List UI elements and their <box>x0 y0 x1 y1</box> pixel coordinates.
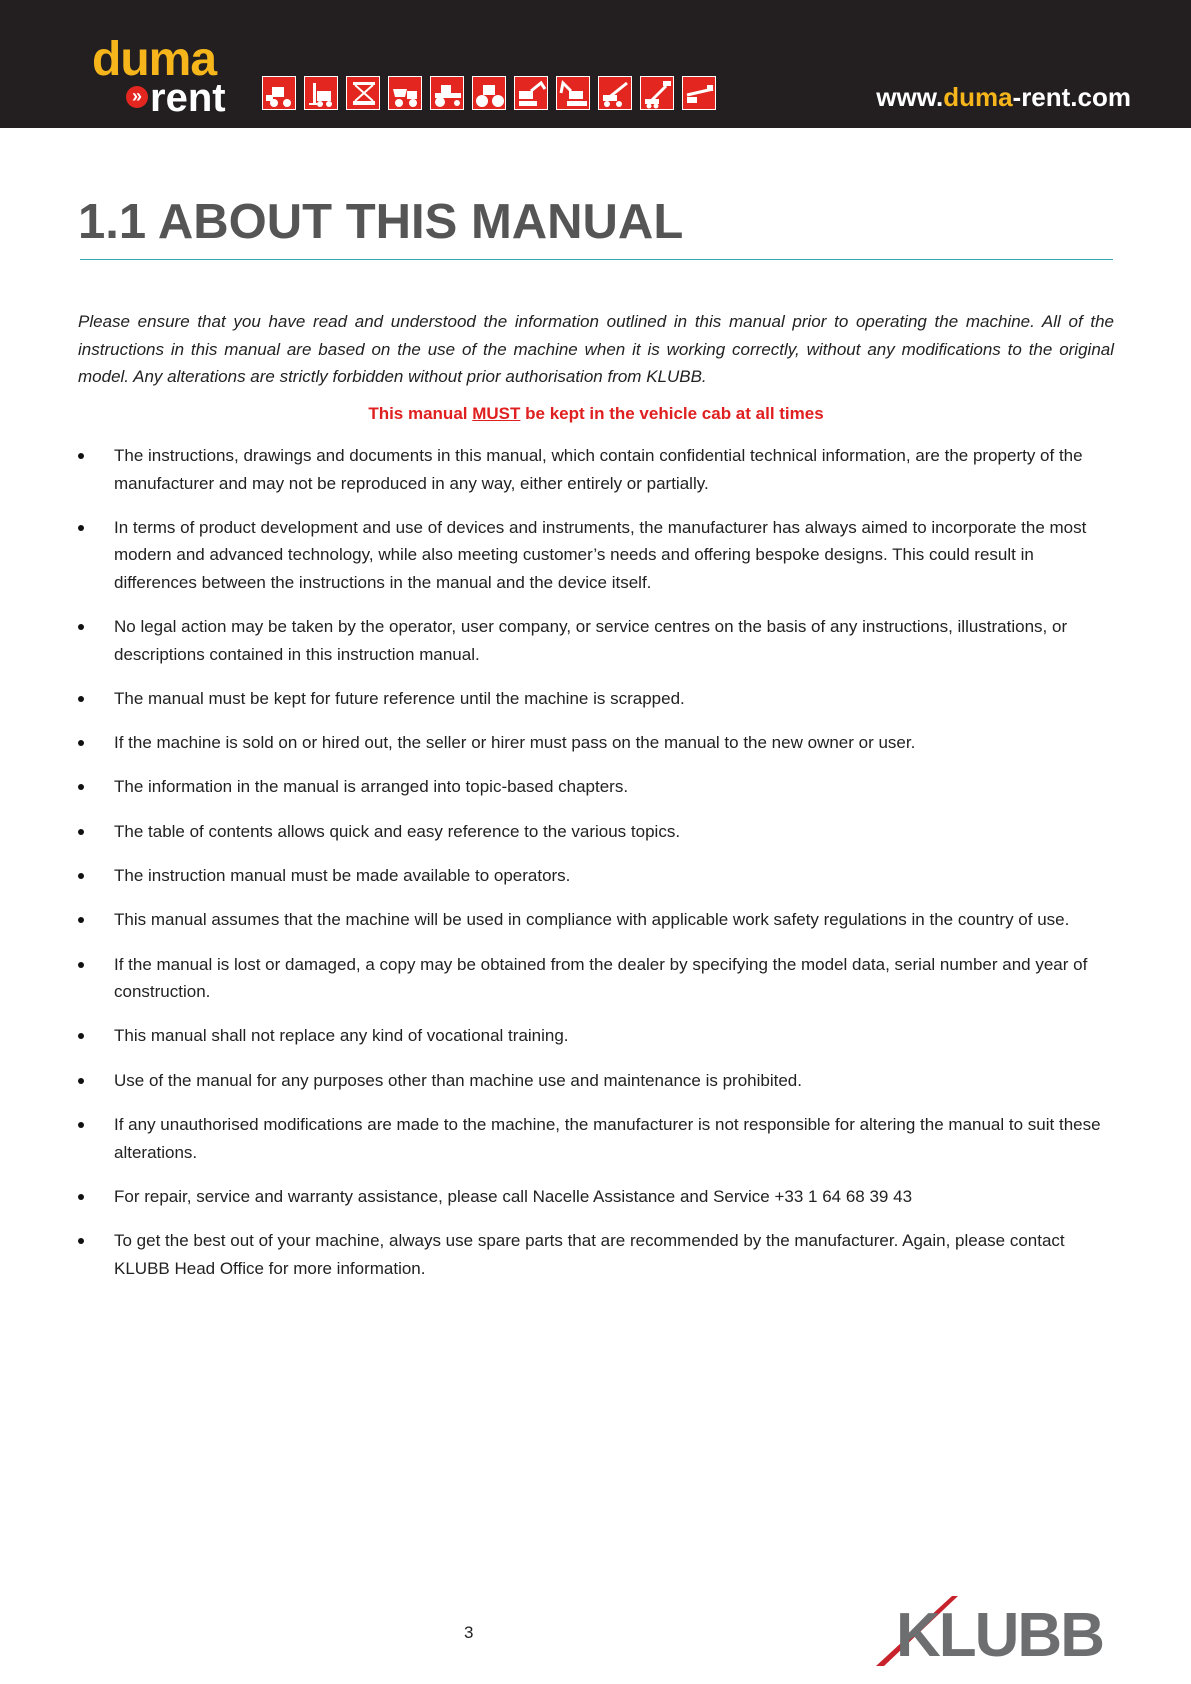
bullet-text: Use of the manual for any purposes other than machine use and maintenance is prohibited. <box>114 1070 802 1090</box>
bullet-text: To get the best out of your machine, always use spare parts that are recommended by the manufacturer. Again, please contact KLUBB Head Office for more information. <box>114 1231 1065 1278</box>
url-accent: duma <box>943 82 1013 112</box>
intro-paragraph: Please ensure that you have read and understood the information outlined in this manual prior to operating the machine. All of the instructions in this manual are based on the use of the machine when it is working correctly, without any modifications to the original model. Any alterations are strictly forbidden without prior authorisation from KLUBB. <box>78 312 1114 386</box>
list-item <box>78 862 1118 890</box>
bullet-icon <box>78 525 84 531</box>
bullet-icon <box>78 1238 84 1244</box>
boom-lift-icon <box>640 76 674 110</box>
list-item <box>78 773 1118 801</box>
wheel-loader-icon <box>262 76 296 110</box>
url-suffix: -rent.com <box>1012 82 1131 112</box>
excavator-icon <box>514 76 548 110</box>
klubb-logo <box>872 1594 1122 1670</box>
list-item <box>78 1183 1118 1211</box>
bullet-icon <box>78 453 84 459</box>
notice-emphasis: MUST <box>472 404 521 423</box>
tractor-icon <box>430 76 464 110</box>
list-item <box>78 613 1118 668</box>
forklift-icon <box>304 76 338 110</box>
bullet-icon <box>78 740 84 746</box>
bullet-icon <box>78 696 84 702</box>
bullet-text: The instructions, drawings and documents in this manual, which contain confidential technical information, are the property of the manufacturer and may not be reproduced in any way, either entirely or partially. <box>114 446 1083 493</box>
list-item <box>78 951 1118 1006</box>
bullet-icon <box>78 1033 84 1039</box>
list-item <box>78 1022 1118 1050</box>
bullet-icon <box>78 962 84 968</box>
chevron-right-icon: » <box>126 86 148 108</box>
bullet-icon <box>78 1078 84 1084</box>
list-item <box>78 1067 1118 1095</box>
bullet-text: This manual assumes that the machine will be used in compliance with applicable work safety regulations in the country of use. <box>114 910 1070 930</box>
list-item <box>78 685 1118 713</box>
bullet-icon <box>78 1194 84 1200</box>
title-divider <box>80 259 1113 260</box>
page-title: 1.1 ABOUT THIS MANUAL <box>78 195 684 249</box>
list-item <box>78 514 1118 597</box>
logo-rent-text: rent <box>150 76 226 120</box>
bullet-list <box>78 442 1118 1299</box>
url-prefix: www. <box>876 82 944 112</box>
notice-text-after: be kept in the vehicle cab at all times <box>520 404 824 423</box>
page-number: 3 <box>464 1623 474 1642</box>
list-item <box>78 729 1118 757</box>
klubb-logo-text: KLUBB <box>896 1601 1103 1670</box>
list-item <box>78 442 1118 497</box>
list-item <box>78 906 1118 934</box>
bullet-text: In terms of product development and use of devices and instruments, the manufacturer has always aimed to incorporate the most modern and advanced technology, while also meeting customer’s needs and offering bespoke designs. This could result in differences between the instructions in the manual and the device itself. <box>114 517 1087 592</box>
telehandler-icon <box>598 76 632 110</box>
website-url[interactable] <box>876 82 1131 113</box>
bullet-text: This manual shall not replace any kind of vocational training. <box>114 1026 569 1046</box>
roller-icon <box>472 76 506 110</box>
crane-excavator-icon <box>556 76 590 110</box>
bullet-text: If any unauthorised modifications are made to the machine, the manufacturer is not responsible for altering the manual to suit these alterations. <box>114 1115 1101 1162</box>
bullet-icon <box>78 784 84 790</box>
bullet-text: No legal action may be taken by the operator, user company, or service centres on the basis of any instructions, illustrations, or descriptions contained in this instruction manual. <box>114 617 1068 664</box>
list-item <box>78 818 1118 846</box>
scissor-lift-icon <box>346 76 380 110</box>
dumper-icon <box>388 76 422 110</box>
bullet-text: The manual must be kept for future reference until the machine is scrapped. <box>114 688 685 708</box>
bullet-text: If the machine is sold on or hired out, the seller or hirer must pass on the manual to the new owner or user. <box>114 733 916 753</box>
list-item <box>78 1111 1118 1166</box>
logo-duma-text: duma <box>92 33 217 86</box>
duma-rent-logo <box>92 33 242 120</box>
bullet-icon <box>78 624 84 630</box>
bullet-text: The instruction manual must be made available to operators. <box>114 866 571 886</box>
notice-text-before: This manual <box>368 404 473 423</box>
aerial-platform-icon <box>682 76 716 110</box>
bullet-text: The information in the manual is arranged into topic-based chapters. <box>114 777 629 797</box>
bullet-icon <box>78 873 84 879</box>
page-header <box>0 0 1191 128</box>
bullet-text: If the manual is lost or damaged, a copy may be obtained from the dealer by specifying the model data, serial number and year of construction. <box>114 954 1088 1002</box>
list-item <box>78 1227 1118 1282</box>
must-notice <box>78 404 1114 424</box>
bullet-icon <box>78 829 84 835</box>
bullet-text: The table of contents allows quick and easy reference to the various topics. <box>114 821 681 841</box>
bullet-text: For repair, service and warranty assistance, please call Nacelle Assistance and Service +33 1 64 68 39 43 <box>114 1186 913 1206</box>
bullet-icon <box>78 1122 84 1128</box>
bullet-icon <box>78 917 84 923</box>
